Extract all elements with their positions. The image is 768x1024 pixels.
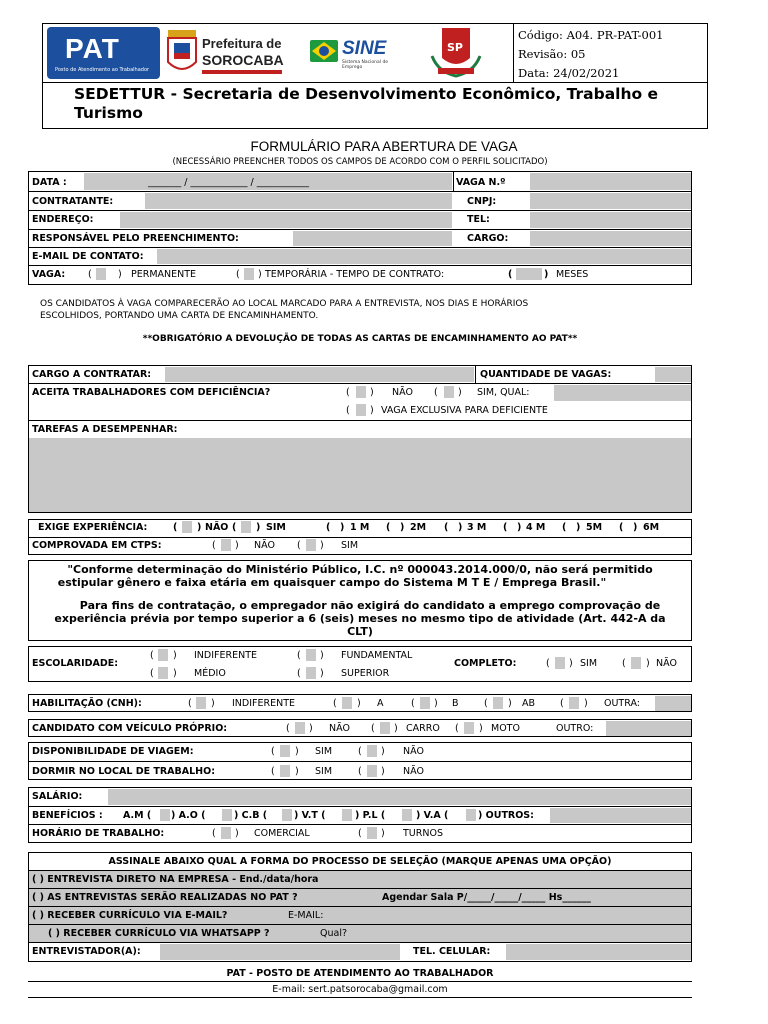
email-contato-label: E-MAIL DE CONTATO: (32, 251, 144, 262)
pat-logo-text: PAT (65, 33, 120, 64)
vaga-no-input[interactable] (530, 173, 691, 190)
cnh-ab-checkbox[interactable] (493, 697, 503, 709)
data-placeholder: _______ / ____________ / ___________ (148, 177, 309, 188)
tel-celular-input[interactable] (506, 944, 691, 960)
beneficio-outros-label: ) OUTROS: (478, 810, 534, 821)
beneficio-va-checkbox[interactable] (466, 809, 476, 821)
completo-sim-label: SIM (580, 658, 598, 669)
meses-label: MESES (556, 269, 589, 280)
veiculo-carro-label: CARRO (406, 723, 440, 734)
responsavel-label: RESPONSÁVEL PELO PREENCHIMENTO: (32, 233, 239, 244)
escolaridade-medio-checkbox[interactable] (158, 667, 168, 679)
veiculo-nao-label: NÃO (329, 723, 350, 734)
tarefas-label: TAREFAS A DESEMPENHAR: (32, 424, 178, 435)
veiculo-outro-label: OUTRO: (556, 723, 594, 734)
footer-email: E-mail: sert.patsorocaba@gmail.com (272, 984, 448, 995)
escolaridade-indiferente-checkbox[interactable] (158, 649, 168, 661)
viagem-sim-label: SIM (315, 746, 333, 757)
form-title: FORMULÁRIO PARA ABERTURA DE VAGA (250, 139, 518, 154)
cnpj-label: CNPJ: (467, 196, 497, 207)
deficiencia-sim-label: SIM, QUAL: (477, 387, 530, 398)
document-code: Código: A04. PR-PAT-001 (518, 28, 664, 42)
legal-p2-line1: Para fins de contratação, o empregador não exigirá do candidato a emprego comprovação de (79, 599, 661, 612)
notice-line2: ESCOLHIDOS, PORTANDO UMA CARTA DE ENCAMINHAMENTO. (40, 311, 319, 321)
contratante-label: CONTRATANTE: (32, 196, 114, 207)
veiculo-label: CANDIDATO COM VEÍCULO PRÓPRIO: (32, 723, 228, 734)
beneficio-am-label: A.M ( (123, 810, 152, 821)
ctps-nao-checkbox[interactable] (221, 539, 231, 551)
cargo-label: CARGO: (467, 233, 509, 244)
tarefas-textarea[interactable] (29, 438, 691, 512)
veiculo-carro-checkbox[interactable] (380, 722, 390, 734)
aceita-deficiencia-label: ACEITA TRABALHADORES COM DEFICIÊNCIA? (32, 387, 271, 398)
sp-text: SP (447, 41, 463, 54)
vaga-exclusiva-checkbox[interactable] (356, 404, 366, 416)
beneficio-ao-label: ) A.O ( (171, 810, 206, 821)
horario-turnos-checkbox[interactable] (367, 827, 377, 839)
agendar-sala-text: Agendar Sala P/_____/_____/_____ Hs______ (382, 892, 591, 903)
secretaria-title-line2: Turismo (74, 104, 143, 122)
escolaridade-superior-checkbox[interactable] (306, 667, 316, 679)
notice-line1: OS CANDIDATOS À VAGA COMPARECERÃO AO LOCAL MARCADO PARA A ENTREVISTA, NOS DIAS E HORÁRIOS (40, 299, 529, 309)
cnh-ab-label: AB (522, 698, 536, 709)
prefeitura-logo (165, 26, 283, 80)
cnh-b-label: B (452, 698, 459, 709)
dormir-sim-checkbox[interactable] (280, 765, 290, 777)
prefeitura-line1: Prefeitura de (202, 36, 282, 51)
endereco-label: ENDEREÇO: (32, 214, 94, 225)
tel-celular-label: TEL. CELULAR: (413, 946, 491, 957)
escolaridade-indiferente-label: INDIFERENTE (194, 650, 258, 661)
escolaridade-fundamental-label: FUNDAMENTAL (341, 650, 413, 661)
exige-experiencia-label: EXIGE EXPERIÊNCIA: (38, 522, 148, 533)
exp-option-2m[interactable]: 2M (410, 522, 427, 533)
tel-input[interactable] (530, 212, 691, 228)
notice-obrigatorio: **OBRIGATÓRIO A DEVOLUÇÃO DE TODAS AS CARTAS DE ENCAMINHAMENTO AO PAT** (142, 334, 578, 344)
veiculo-moto-label: MOTO (491, 723, 520, 734)
dormir-sim-label: SIM (315, 766, 333, 777)
salario-input[interactable] (108, 789, 691, 805)
email-contato-input[interactable] (157, 249, 691, 264)
cnh-indiferente-label: INDIFERENTE (232, 698, 296, 709)
secretaria-title-line1: SEDETTUR - Secretaria de Desenvolvimento Econômico, Trabalho e (74, 85, 659, 103)
dormir-nao-checkbox[interactable] (367, 765, 377, 777)
beneficio-cb-label: ) C.B ( (234, 810, 268, 821)
document-revision: Revisão: 05 (518, 47, 586, 61)
completo-nao-checkbox[interactable] (631, 657, 641, 669)
experiencia-sim-label: SIM (266, 522, 286, 533)
footer-line1: PAT - POSTO DE ATENDIMENTO AO TRABALHADOR (226, 968, 494, 979)
beneficio-pl-checkbox[interactable] (402, 809, 412, 821)
exp-option-3m[interactable]: 3 M (467, 522, 487, 533)
escolaridade-label: ESCOLARIDADE: (32, 658, 119, 669)
experiencia-nao-checkbox[interactable] (182, 521, 192, 533)
cnh-outra-checkbox[interactable] (569, 697, 579, 709)
horario-trabalho-label: HORÁRIO DE TRABALHO: (32, 828, 165, 839)
ctps-nao-label: NÃO (254, 540, 275, 551)
deficiencia-nao-label: NÃO (392, 387, 413, 398)
experiencia-sim-checkbox[interactable] (241, 521, 251, 533)
salario-label: SALÁRIO: (32, 791, 83, 802)
exp-option-4m[interactable]: 4 M (526, 522, 546, 533)
horario-comercial-label: COMERCIAL (254, 828, 310, 839)
completo-sim-checkbox[interactable] (555, 657, 565, 669)
pat-logo (47, 27, 160, 79)
sp-coat-of-arms (428, 26, 484, 80)
entrevistador-input[interactable] (160, 944, 400, 960)
form-subtitle: (NECESSÁRIO PREENCHER TODOS OS CAMPOS DE ACORDO COM O PERFIL SOLICITADO) (172, 157, 548, 167)
viagem-nao-checkbox[interactable] (367, 745, 377, 757)
legal-p2-line3: CLT) (347, 625, 373, 638)
comprovada-ctps-label: COMPROVADA EM CTPS: (32, 540, 162, 551)
dormir-local-label: DORMIR NO LOCAL DE TRABALHO: (32, 766, 216, 777)
sine-logo (310, 38, 402, 70)
vaga-exclusiva-label: VAGA EXCLUSIVA PARA DEFICIENTE (381, 405, 548, 416)
exp-option-1m[interactable]: 1 M (350, 522, 370, 533)
beneficio-pl-label: ) P.L ( (355, 810, 386, 821)
selecao-title: ASSINALE ABAIXO QUAL A FORMA DO PROCESSO DE SELEÇÃO (MARQUE APENAS UMA OPÇÃO) (108, 856, 612, 867)
experiencia-nao-label: NÃO (205, 522, 229, 533)
quantidade-label: QUANTIDADE DE VAGAS: (480, 369, 612, 380)
cnpj-input[interactable] (530, 193, 691, 209)
veiculo-nao-checkbox[interactable] (295, 722, 305, 734)
endereco-input[interactable] (120, 212, 452, 228)
exp-option-5m[interactable]: 5M (586, 522, 603, 533)
document-date: Data: 24/02/2021 (518, 66, 620, 80)
tel-label: TEL: (467, 214, 490, 225)
responsavel-input[interactable] (293, 231, 452, 246)
beneficio-va-label: ) V.A ( (416, 810, 449, 821)
selecao-entrevista-pat-option[interactable]: ( ) AS ENTREVISTAS SERÃO REALIZADAS NO PAT ? (32, 892, 298, 903)
viagem-sim-checkbox[interactable] (280, 745, 290, 757)
temporaria-checkbox[interactable] (244, 268, 254, 280)
deficiencia-qual-input[interactable] (554, 385, 691, 401)
selecao-entrevista-empresa-option[interactable]: ( ) ENTREVISTA DIRETO NA EMPRESA - End./data/hora (32, 874, 319, 885)
disponibilidade-viagem-label: DISPONIBILIDADE DE VIAGEM: (32, 746, 194, 757)
cargo-contratar-input[interactable] (165, 367, 474, 382)
escolaridade-superior-label: SUPERIOR (341, 668, 390, 679)
beneficio-am-checkbox[interactable] (160, 809, 170, 821)
habilitacao-label: HABILITAÇÃO (CNH): (32, 698, 142, 709)
escolaridade-fundamental-checkbox[interactable] (306, 649, 316, 661)
entrevistador-label: ENTREVISTADOR(A): (32, 946, 141, 957)
data-label: DATA : (32, 177, 67, 188)
beneficio-cb-checkbox[interactable] (282, 809, 292, 821)
quantidade-input[interactable] (655, 367, 691, 382)
sine-text: SINE (342, 38, 387, 59)
cnh-a-label: A (377, 698, 384, 709)
temporaria-label: TEMPORÁRIA - TEMPO DE CONTRATO: (265, 269, 445, 280)
sine-subtitle: Sistema Nacional de Emprego (342, 60, 389, 70)
veiculo-moto-checkbox[interactable] (464, 722, 474, 734)
selecao-curriculo-email-option[interactable]: ( ) RECEBER CURRÍCULO VIA E-MAIL? (32, 910, 228, 921)
viagem-nao-label: NÃO (403, 746, 424, 757)
contratante-input[interactable] (145, 193, 452, 209)
cnh-a-checkbox[interactable] (342, 697, 352, 709)
pat-logo-subtitle: Posto de Atendimento ao Trabalhador (55, 67, 150, 73)
beneficio-ao-checkbox[interactable] (222, 809, 232, 821)
cnh-outra-label: OUTRA: (604, 698, 640, 709)
ctps-sim-checkbox[interactable] (306, 539, 316, 551)
cnh-indiferente-checkbox[interactable] (196, 697, 206, 709)
dormir-nao-label: NÃO (403, 766, 424, 777)
ctps-sim-label: SIM (341, 540, 359, 551)
horario-turnos-label: TURNOS (403, 828, 443, 839)
vaga-label: VAGA: (32, 269, 66, 280)
permanente-label: PERMANENTE (131, 269, 197, 280)
cargo-input[interactable] (530, 231, 691, 246)
beneficios-label: BENEFÍCIOS : (32, 810, 103, 821)
vaga-no-label: VAGA N.º (456, 177, 506, 188)
beneficio-outros-input[interactable] (550, 808, 691, 823)
selecao-qual-label: Qual? (320, 928, 348, 939)
beneficio-vt-checkbox[interactable] (342, 809, 352, 821)
selecao-curriculo-whatsapp-option[interactable]: ( ) RECEBER CURRÍCULO VIA WHATSAPP ? (48, 928, 270, 939)
legal-p1-line1: "Conforme determinação do Ministério Público, I.C. nº 000043.2014.000/0, não será permitido (67, 563, 653, 576)
cnh-outra-input[interactable] (655, 696, 691, 711)
tempo-contrato-input[interactable] (516, 268, 542, 280)
exp-option-6m[interactable]: 6M (643, 522, 660, 533)
sorocaba-coat-of-arms-icon (165, 28, 199, 78)
veiculo-outro-input[interactable] (606, 721, 691, 736)
beneficio-vt-label: ) V.T ( (294, 810, 326, 821)
escolaridade-medio-label: MÉDIO (194, 668, 226, 679)
permanente-checkbox[interactable] (96, 268, 106, 280)
prefeitura-line2: SOROCABA (202, 52, 284, 68)
cargo-contratar-label: CARGO A CONTRATAR: (32, 369, 152, 380)
completo-nao-label: NÃO (656, 658, 677, 669)
deficiencia-nao-checkbox[interactable] (356, 386, 366, 398)
legal-p1-line2: estipular gênero e faixa etária em quaisquer campo do Sistema M T E / Emprega Brasil." (57, 576, 607, 589)
brazil-flag-icon (310, 40, 338, 62)
horario-comercial-checkbox[interactable] (221, 827, 231, 839)
cnh-b-checkbox[interactable] (420, 697, 430, 709)
completo-label: COMPLETO: (454, 658, 517, 669)
deficiencia-sim-checkbox[interactable] (444, 386, 454, 398)
selecao-email-label: E-MAIL: (288, 910, 324, 921)
legal-p2-line2: experiência prévia por tempo superior a 6 (seis) meses no mesmo tipo de atividade (Art. 442-A da (54, 612, 666, 625)
